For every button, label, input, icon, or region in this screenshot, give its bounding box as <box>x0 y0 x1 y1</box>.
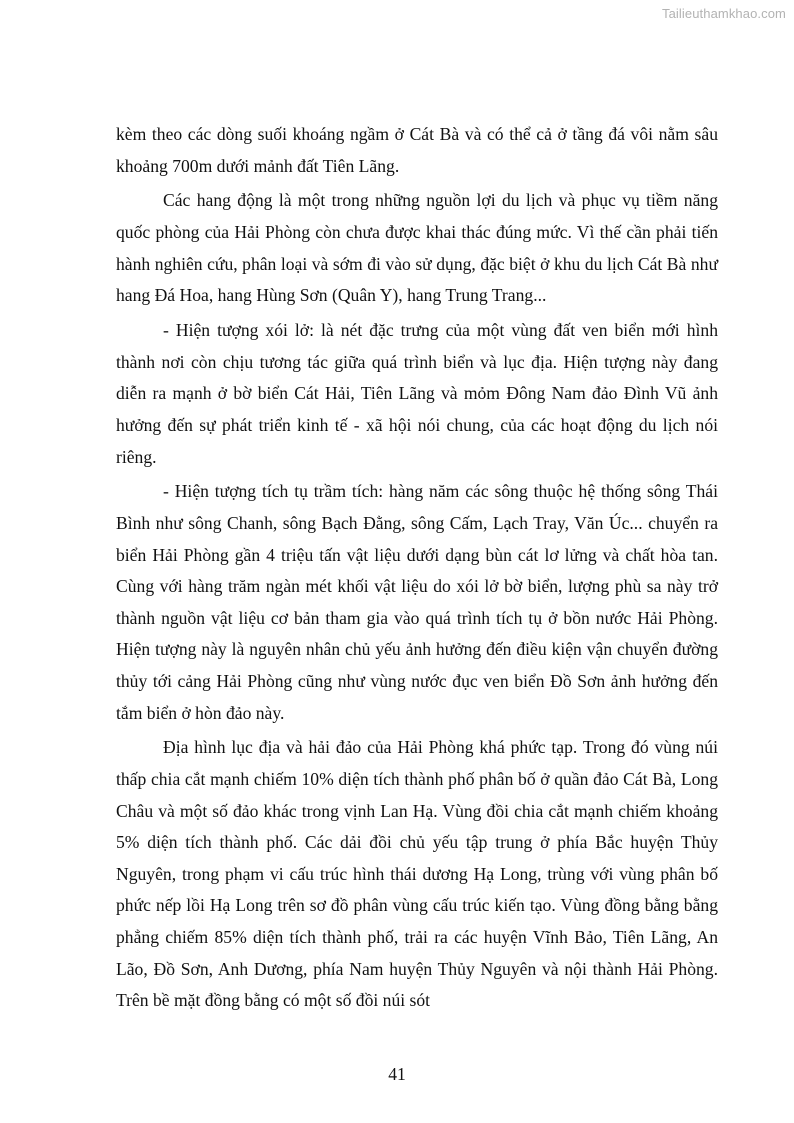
paragraph-continuation: kèm theo các dòng suối khoáng ngầm ở Cát Bà và có thể cả ở tầng đá vôi nằm sâu khoảng 700m dưới mảnh đất Tiên Lãng. <box>116 124 718 176</box>
paragraph-erosion: - Hiện tượng xói lở: là nét đặc trưng của một vùng đất ven biển mới hình thành nơi còn chịu tương tác giữa quá trình biển và lục địa. Hiện tượng này đang diễn ra mạnh ở bờ biển Cát Hải, Tiên Lãng và mỏm Đông Nam đảo Đình Vũ ảnh hưởng đến sự phát triển kinh tế - xã hội nói chung, của các hoạt động du lịch nói riêng. <box>116 320 718 467</box>
document-body <box>116 119 718 1017</box>
paragraph-caves: Các hang động là một trong những nguồn lợi du lịch và phục vụ tiềm năng quốc phòng của Hải Phòng còn chưa được khai thác đúng mức. Vì thế cần phải tiến hành nghiên cứu, phân loại và sớm đi vào sử dụng, đặc biệt ở khu du lịch Cát Bà như hang Đá Hoa, hang Hùng Sơn (Quân Y), hang Trung Trang... <box>116 190 718 306</box>
watermark-text: Tailieuthamkhao.com <box>661 6 786 21</box>
page-number: 41 <box>388 1064 406 1084</box>
paragraph-sedimentation: - Hiện tượng tích tụ trầm tích: hàng năm các sông thuộc hệ thống sông Thái Bình như sông Chanh, sông Bạch Đằng, sông Cấm, Lạch Tray, Văn Úc... chuyển ra biển Hải Phòng gần 4 triệu tấn vật liệu dưới dạng bùn cát lơ lửng và chất hòa tan. Cùng với hàng trăm ngàn mét khối vật liệu do xói lở bờ biển, lượng phù sa này trở thành nguồn vật liệu cơ bản tham gia vào quá trình tích tụ ở bồn nước Hải Phòng. Hiện tượng này là nguyên nhân chủ yếu ảnh hưởng đến điều kiện vận chuyển đường thủy tới cảng Hải Phòng cũng như vùng nước đục ven biển Đồ Sơn ảnh hưởng đến tắm biển ở hòn đảo này. <box>116 481 718 723</box>
paragraph-terrain: Địa hình lục địa và hải đảo của Hải Phòng khá phức tạp. Trong đó vùng núi thấp chia cắt mạnh chiếm 10% diện tích thành phố phân bố ở quần đảo Cát Bà, Long Châu và một số đảo khác trong vịnh Lan Hạ. Vùng đồi chia cắt mạnh chiếm khoảng 5% diện tích thành phố. Các dải đồi chủ yếu tập trung ở phía Bắc huyện Thủy Nguyên, trong phạm vi cấu trúc hình thái dương Hạ Long, trùng với vùng phân bố phức nếp lồi Hạ Long trên sơ đồ phân vùng cấu trúc kiến tạo. Vùng đồng bằng bằng phẳng chiếm 85% diện tích thành phố, trải ra các huyện Vĩnh Bảo, Tiên Lãng, An Lão, Đồ Sơn, Anh Dương, phía Nam huyện Thủy Nguyên và nội thành Hải Phòng. Trên bề mặt đồng bằng có một số đồi núi sót <box>116 737 718 1011</box>
